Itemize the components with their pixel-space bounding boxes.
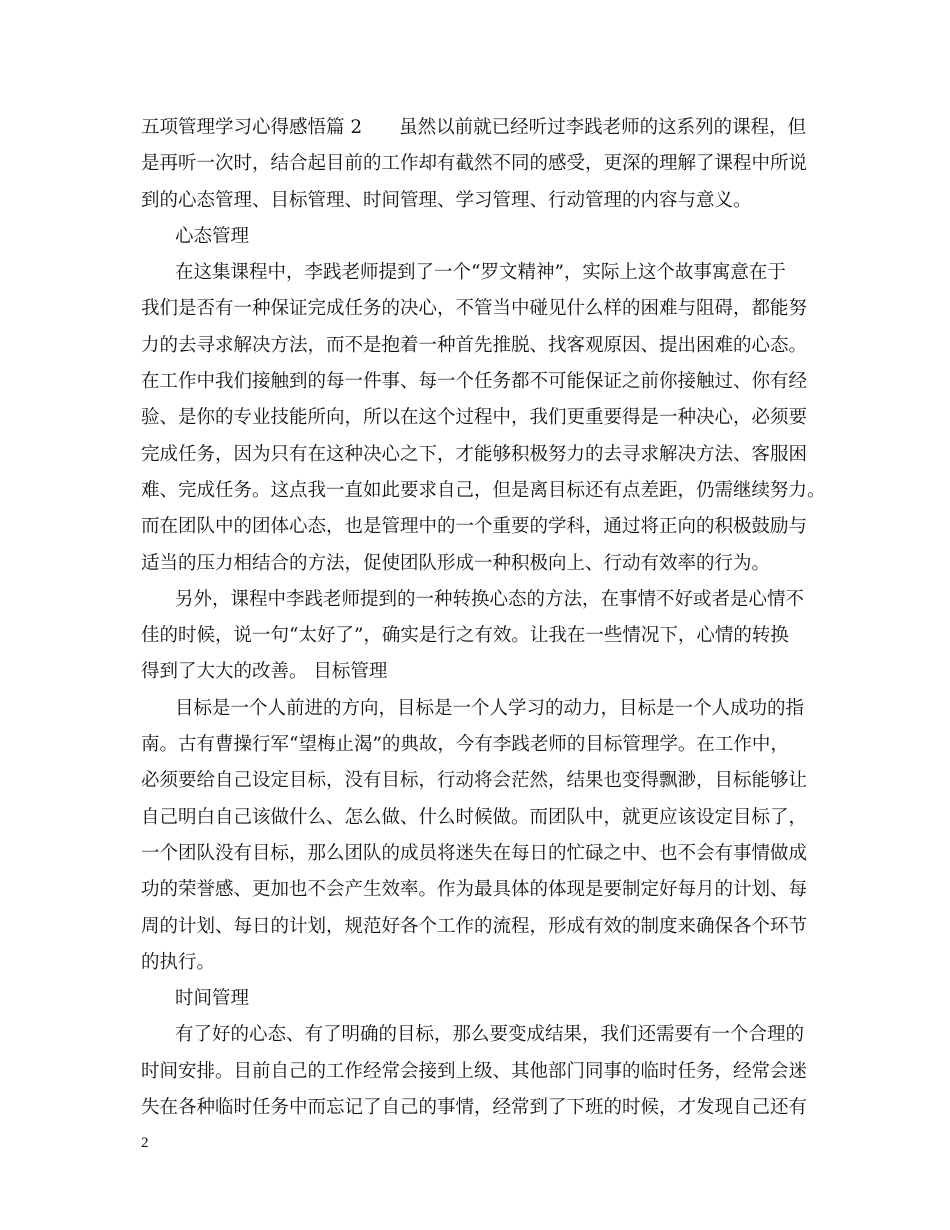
text-line: 必须要给自己设定目标，没有目标，行动将会茫然，结果也变得飘渺，目标能够让 bbox=[141, 770, 808, 792]
text-line: 功的荣誉感、更加也不会产生效率。作为最具体的体现是要制定好每月的计划、每 bbox=[141, 879, 808, 901]
text-line: 在这集课程中，李践老师提到了一个“罗文精神”，实际上这个故事寓意在于 bbox=[175, 262, 786, 284]
text-line: 失在各种临时任务中而忘记了自己的事情，经常到了下班的时候，才发现自己还有 bbox=[141, 1097, 808, 1119]
text-line: 完成任务，因为只有在这种决心之下，才能够积极努力的去寻求解决方法、客服困 bbox=[141, 443, 808, 465]
text-line: 到的心态管理、目标管理、时间管理、学习管理、行动管理的内容与意义。 bbox=[141, 189, 752, 211]
text-line: 我们是否有一种保证完成任务的决心，不管当中碰见什么样的困难与阻碍，都能努 bbox=[141, 298, 808, 320]
text-line: 周的计划、每日的计划，规范好各个工作的流程，形成有效的制度来确保各个环节 bbox=[141, 915, 808, 937]
text-line: 五项管理学习心得感悟篇 2 虽然以前就已经听过李践老师的这系列的课程，但 bbox=[141, 117, 807, 138]
text-line: 另外，课程中李践老师提到的一种转换心态的方法，在事情不好或者是心情不 bbox=[175, 588, 805, 610]
text-line: 验、是你的专业技能所向，所以在这个过程中，我们更重要得是一种决心，必须要 bbox=[141, 407, 808, 429]
page-number: 2 bbox=[141, 1135, 149, 1151]
text-line: 自己明白自己该做什么、怎么做、什么时候做。而团队中，就更应该设定目标了， bbox=[141, 806, 808, 828]
text-line: 得到了大大的改善。 目标管理 bbox=[141, 661, 388, 683]
text-line: 适当的压力相结合的方法，促使团队形成一种积极向上、行动有效率的行为。 bbox=[141, 552, 771, 574]
text-line: 有了好的心态、有了明确的目标，那么要变成结果，我们还需要有一个合理的 bbox=[175, 1024, 805, 1046]
text-line: 时间安排。目前自己的工作经常会接到上级、其他部门同事的临时任务，经常会迷 bbox=[141, 1060, 808, 1082]
text-line: 在工作中我们接触到的每一件事、每一个任务都不可能保证之前你接触过、你有经 bbox=[141, 371, 808, 393]
text-line: 佳的时候，说一句“太好了”，确实是行之有效。让我在一些情况下，心情的转换 bbox=[141, 625, 789, 647]
text-line: 是再听一次时，结合起目前的工作却有截然不同的感受，更深的理解了课程中所说 bbox=[141, 153, 808, 175]
document-body bbox=[141, 110, 831, 1126]
text-line: 的执行。 bbox=[141, 951, 216, 973]
section-heading: 时间管理 bbox=[175, 988, 250, 1010]
section-heading: 心态管理 bbox=[175, 225, 250, 247]
text-line: 一个团队没有目标，那么团队的成员将迷失在每日的忙碌之中、也不会有事情做成 bbox=[141, 842, 808, 864]
text-line: 南。古有曹操行军“望梅止渴”的典故，今有李践老师的目标管理学。在工作中， bbox=[141, 734, 789, 756]
text-line: 而在团队中的团体心态，也是管理中的一个重要的学科，通过将正向的积极鼓励与 bbox=[141, 516, 808, 538]
text-line: 目标是一个人前进的方向，目标是一个人学习的动力，目标是一个人成功的指 bbox=[175, 697, 805, 719]
text-line: 力的去寻求解决方法，而不是抱着一种首先推脱、找客观原因、提出困难的心态。 bbox=[141, 334, 808, 356]
text-line: 难、完成任务。这点我一直如此要求自己，但是离目标还有点差距，仍需继续努力。 bbox=[141, 479, 826, 501]
